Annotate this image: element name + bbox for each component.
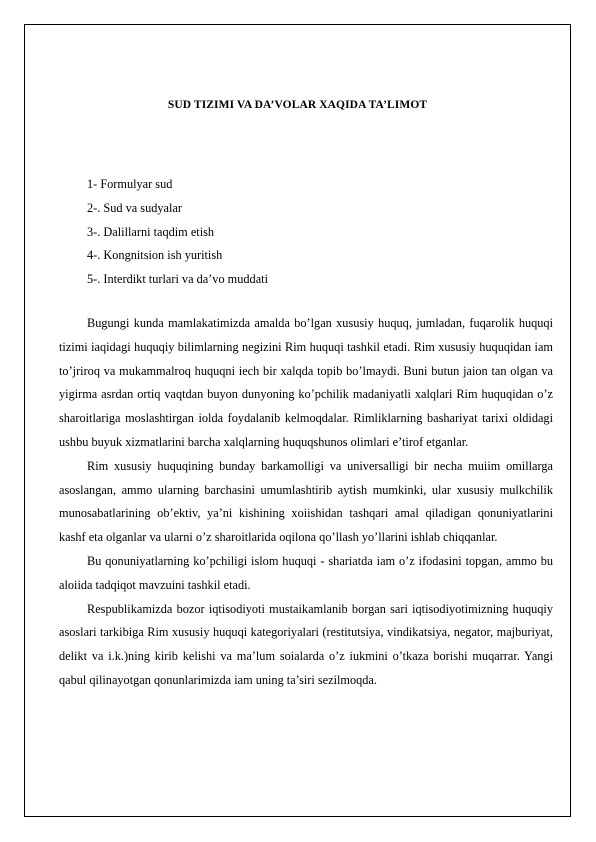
toc-item: 3-. Dalillarni taqdim etish <box>87 224 215 239</box>
toc-item: 5-. Interdikt turlari va da’vo muddati <box>87 272 268 287</box>
body-text <box>59 312 553 693</box>
paragraph: Bu qonuniyatlarning ko’pchiligi islom huquqi - shariatda iam o’z ifodasini topgan, ammo bu aloiida tadqiqot mavzuini tashkil etadi. <box>59 553 553 592</box>
paragraph: Respublikamizda bozor iqtisodiyoti mustaikamlanib borgan sari iqtisodiyotimizning huquqiy asoslari tarkibiga Rim xususiy huquqi kategoriyalari (restitutsiya, vindikatsiya, negator, majburiyat, delikt va i.k.)ning kirib kelishi va ma’lum soialarda o’z iukmini o’tkaza borishi muqarrar. Yangi qabul qilinayotgan qonunlarimizda iam uning ta’siri sezilmoqda. <box>59 601 553 687</box>
toc-item: 4-. Kongnitsion ish yuritish <box>87 248 223 263</box>
paragraph: Bugungi kunda mamlakatimizda amalda bo’lgan xususiy huquq, jumladan, fuqarolik huquqi tizimi iaqidagi huquqiy bilimlarning negizini Rim huquqi tashkil etadi. Rim xususiy huquqidan iam to’jriroq va mukammalroq huquqni iech bir xalqda topib bo’lmaydi. Buni butun jaion tan olgan va yigirma asrdan ortiq vaqtdan buyon dunyoning ko’pchilik madaniyatli xalqlari Rim huquqidan o’z sharoitlariga moslashtirgan iolda foydalanib kelmoqdalar. Rimliklarning bashariyat tarixi oldidagi ushbu buyuk xizmatlarini barcha xalqlarning huquqshunos olimlari e’tirof etganlar. <box>59 316 553 449</box>
toc-item: 1- Formulyar sud <box>87 177 173 191</box>
document-title: SUD TIZIMI VA DA’VOLAR XAQIDA TA’LIMOT <box>167 99 428 111</box>
toc-item: 2-. Sud va sudyalar <box>87 200 182 215</box>
paragraph: Rim xususiy huquqining bunday barkamolligi va universalligi bir necha muiim omillarga asoslangan, ammo ularning barchasini umumlashtirib aytish mumkinki, ular xususiy mulkchilik munosabatlarining ob’ektiv, ya’ni kishining xoiishidan tashqari amal qiladigan qonuniyatlarini kashf eta olganlar va ularni o’z sharoitlarida oqilona qo’llash yo’llarini ishlab chiqqanlar. <box>59 458 553 545</box>
table-of-contents <box>87 173 268 292</box>
